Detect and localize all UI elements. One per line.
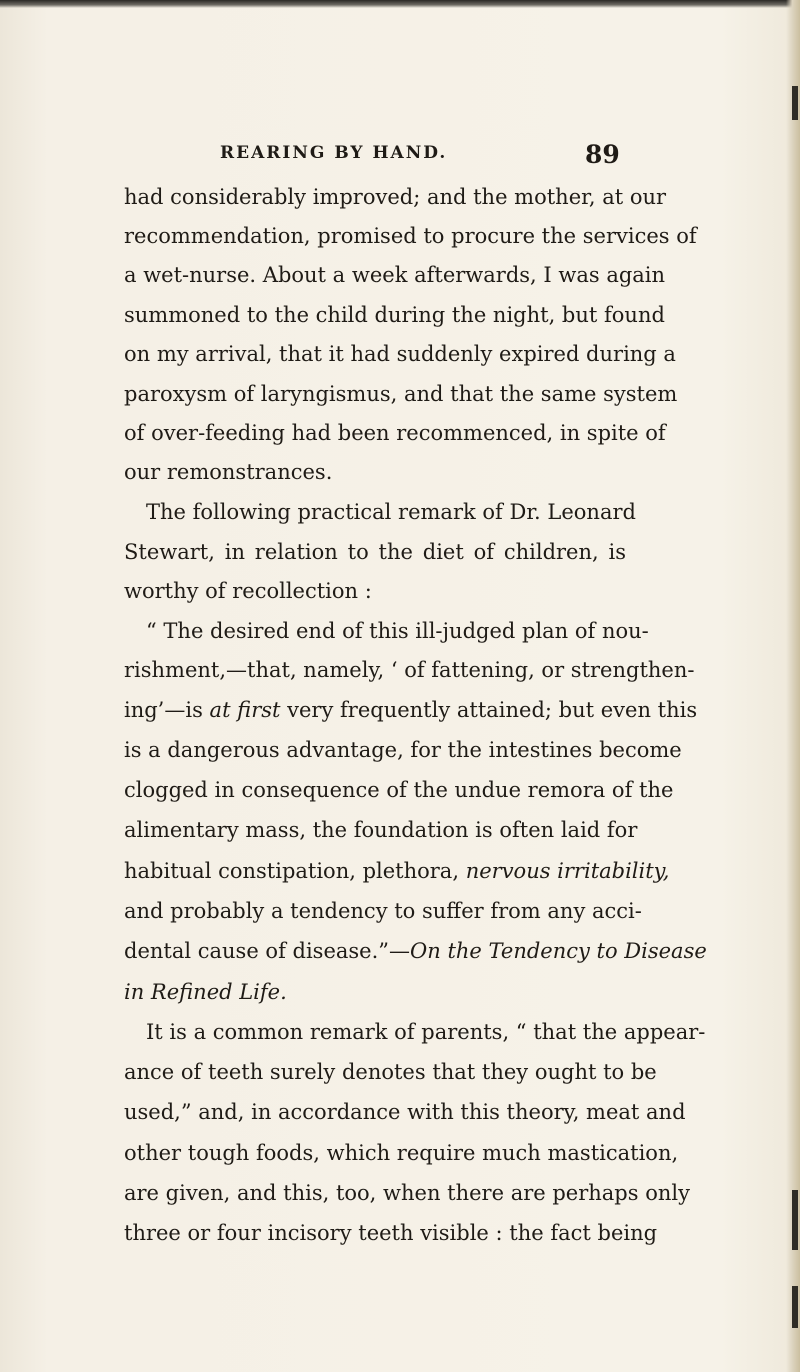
citation-title: On the Tendency to Disease — [410, 939, 707, 963]
text-line: a wet-nurse. About a week afterwards, I was again — [124, 263, 666, 287]
edge-mark — [792, 86, 798, 120]
text-line: on my arrival, that it had suddenly expired during a — [124, 342, 676, 366]
quote-line — [124, 698, 698, 722]
quote-text: ing’—is — [124, 698, 203, 722]
quote-text: habitual constipation, plethora, — [124, 859, 460, 883]
italic-emphasis: nervous irritability, — [465, 859, 670, 883]
citation-line — [124, 939, 707, 963]
quote-text: very frequently attained; but even this — [287, 698, 698, 722]
text-line: paroxysm of laryngismus, and that the same system — [124, 382, 678, 406]
text-line: ance of teeth surely denotes that they ought to be — [124, 1060, 657, 1084]
text-line: used,” and, in accordance with this theory, meat and — [124, 1100, 686, 1124]
italic-emphasis: at first — [209, 698, 281, 722]
running-head — [0, 140, 800, 173]
text-line: The following practical remark of Dr. Leonard — [146, 500, 636, 524]
running-title: REARING BY HAND. — [220, 143, 448, 163]
text-line: recommendation, promised to procure the services of — [124, 224, 697, 248]
text-line: It is a common remark of parents, “ that the appear- — [146, 1020, 706, 1044]
quote-line: “ The desired end of this ill-judged plan of nou- — [146, 619, 649, 643]
quote-line: and probably a tendency to suffer from any acci- — [124, 899, 642, 923]
edge-mark — [792, 1286, 798, 1328]
quote-line: alimentary mass, the foundation is often laid for — [124, 818, 638, 842]
text-line: Stewart, in relation to the diet of children, is — [124, 540, 626, 564]
top-scan-edge — [0, 0, 800, 8]
text-line: our remonstrances. — [124, 460, 333, 484]
quote-text: dental cause of disease.”— — [124, 939, 411, 963]
page-number: 89 — [585, 140, 620, 169]
text-line: of over-feeding had been recommenced, in spite of — [124, 421, 666, 445]
text-line: worthy of recollection : — [124, 579, 372, 603]
citation-title: in Refined Life. — [124, 980, 287, 1004]
edge-mark — [792, 1190, 798, 1250]
right-page-edge — [786, 0, 800, 1372]
text-line: had considerably improved; and the mother, at our — [124, 185, 667, 209]
quote-line — [124, 859, 670, 883]
quote-line: clogged in consequence of the undue remora of the — [124, 778, 674, 802]
text-line: summoned to the child during the night, but found — [124, 303, 665, 327]
quote-line: is a dangerous advantage, for the intestines become — [124, 738, 682, 762]
quote-line: rishment,—that, namely, ‘ of fattening, or strengthen- — [124, 658, 695, 682]
text-line: are given, and this, too, when there are perhaps only — [124, 1181, 690, 1205]
text-line: other tough foods, which require much mastication, — [124, 1141, 679, 1165]
text-line: three or four incisory teeth visible : the fact being — [124, 1221, 658, 1245]
